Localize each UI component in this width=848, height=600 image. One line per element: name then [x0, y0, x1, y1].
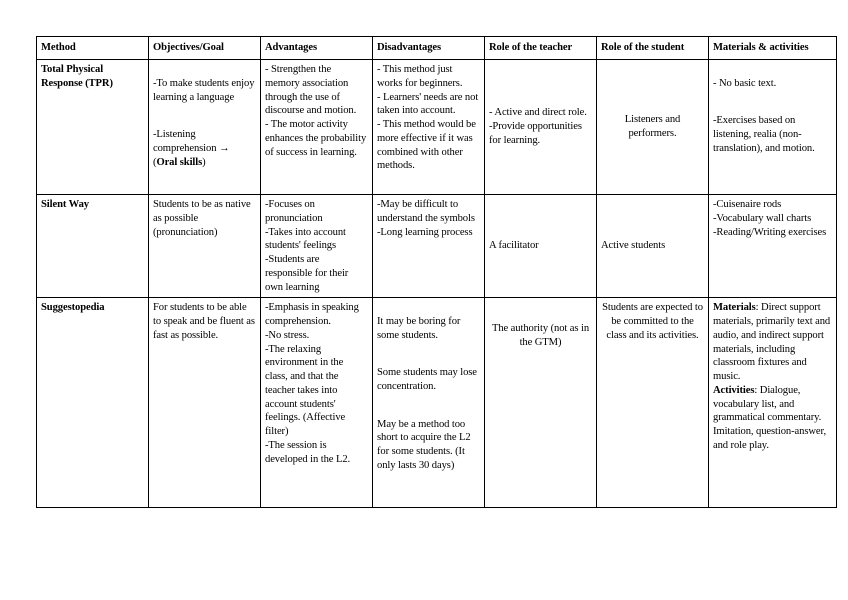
- advantages-cell: -Emphasis in speaking comprehension. -No stress. -The relaxing environment in the class, and that the teacher takes into account students' feelings. (Affective filter) -The session is developed in the L2.: [261, 298, 373, 508]
- methods-comparison-table: [36, 36, 837, 508]
- disadvantages-cell: [373, 298, 485, 508]
- materials-paragraph: -Exercises based on listening, realia (non-translation), and motion.: [713, 115, 815, 154]
- disadvantages-paragraph: Some students may lose concentration.: [377, 367, 477, 393]
- header-advantages: Advantages: [261, 37, 373, 60]
- materials-text: : Direct support materials, primarily text and audio, and indirect support materials, including classroom fixtures and music.: [713, 302, 831, 383]
- objectives-cell: For students to be able to speak and be fluent as fast as possible.: [149, 298, 261, 508]
- student-role-cell: Students are expected to be committed to the class and its activities.: [597, 298, 709, 508]
- activities-text: : Dialogue, vocabulary list, and grammatical commentary. Imitation, question-answer, and role play.: [713, 384, 827, 452]
- objectives-text: -Listening comprehension → (: [153, 129, 230, 168]
- materials-paragraph: - No basic text.: [713, 77, 777, 89]
- table-row-tpr: [37, 60, 837, 195]
- header-teacher-role: Role of the teacher: [485, 37, 597, 60]
- objectives-paragraph: -To make students enjoy learning a language: [153, 77, 255, 103]
- teacher-role-cell: A facilitator: [485, 195, 597, 298]
- table-row-silent-way: [37, 195, 837, 298]
- disadvantages-paragraph: It may be boring for some students.: [377, 316, 461, 341]
- table-row-suggestopedia: [37, 298, 837, 508]
- materials-cell: -Cuisenaire rods -Vocabulary wall charts -Reading/Writing exercises: [709, 195, 837, 298]
- objectives-text: ): [202, 156, 206, 168]
- table-header-row: [37, 37, 837, 60]
- method-name-cell: Total Physical Response (TPR): [37, 60, 149, 195]
- method-name-cell: Silent Way: [37, 195, 149, 298]
- activities-label: Activities: [713, 384, 755, 396]
- materials-cell: [709, 298, 837, 508]
- materials-label: Materials: [713, 302, 756, 314]
- teacher-role-cell: The authority (not as in the GTM): [485, 298, 597, 508]
- objectives-cell: Students to be as native as possible (pronunciation): [149, 195, 261, 298]
- advantages-cell: - Strengthen the memory association through the use of discourse and motion. - The motor activity enhances the probability of success in learning.: [261, 60, 373, 195]
- header-objectives: Objectives/Goal: [149, 37, 261, 60]
- student-role-cell: Active students: [597, 195, 709, 298]
- advantages-cell: -Focuses on pronunciation -Takes into account students' feelings -Students are responsible for their own learning: [261, 195, 373, 298]
- objectives-cell: [149, 60, 261, 195]
- method-name-cell: Suggestopedia: [37, 298, 149, 508]
- disadvantages-cell: -May be difficult to understand the symbols -Long learning process: [373, 195, 485, 298]
- header-method: Method: [37, 37, 149, 60]
- disadvantages-paragraph: May be a method too short to acquire the L2 for some students. (It only lasts 30 days): [377, 418, 471, 472]
- oral-skills-bold: Oral skills: [156, 156, 203, 168]
- materials-cell: [709, 60, 837, 195]
- header-materials: Materials & activities: [709, 37, 837, 60]
- student-role-cell: Listeners and performers.: [597, 60, 709, 195]
- header-disadvantages: Disadvantages: [373, 37, 485, 60]
- header-student-role: Role of the student: [597, 37, 709, 60]
- objectives-paragraph: [153, 128, 256, 169]
- disadvantages-cell: - This method just works for beginners. - Learners' needs are not taken into account. - This method would be more effective if it was combined with other methods.: [373, 60, 485, 195]
- teacher-role-cell: - Active and direct role. -Provide opportunities for learning.: [485, 60, 597, 195]
